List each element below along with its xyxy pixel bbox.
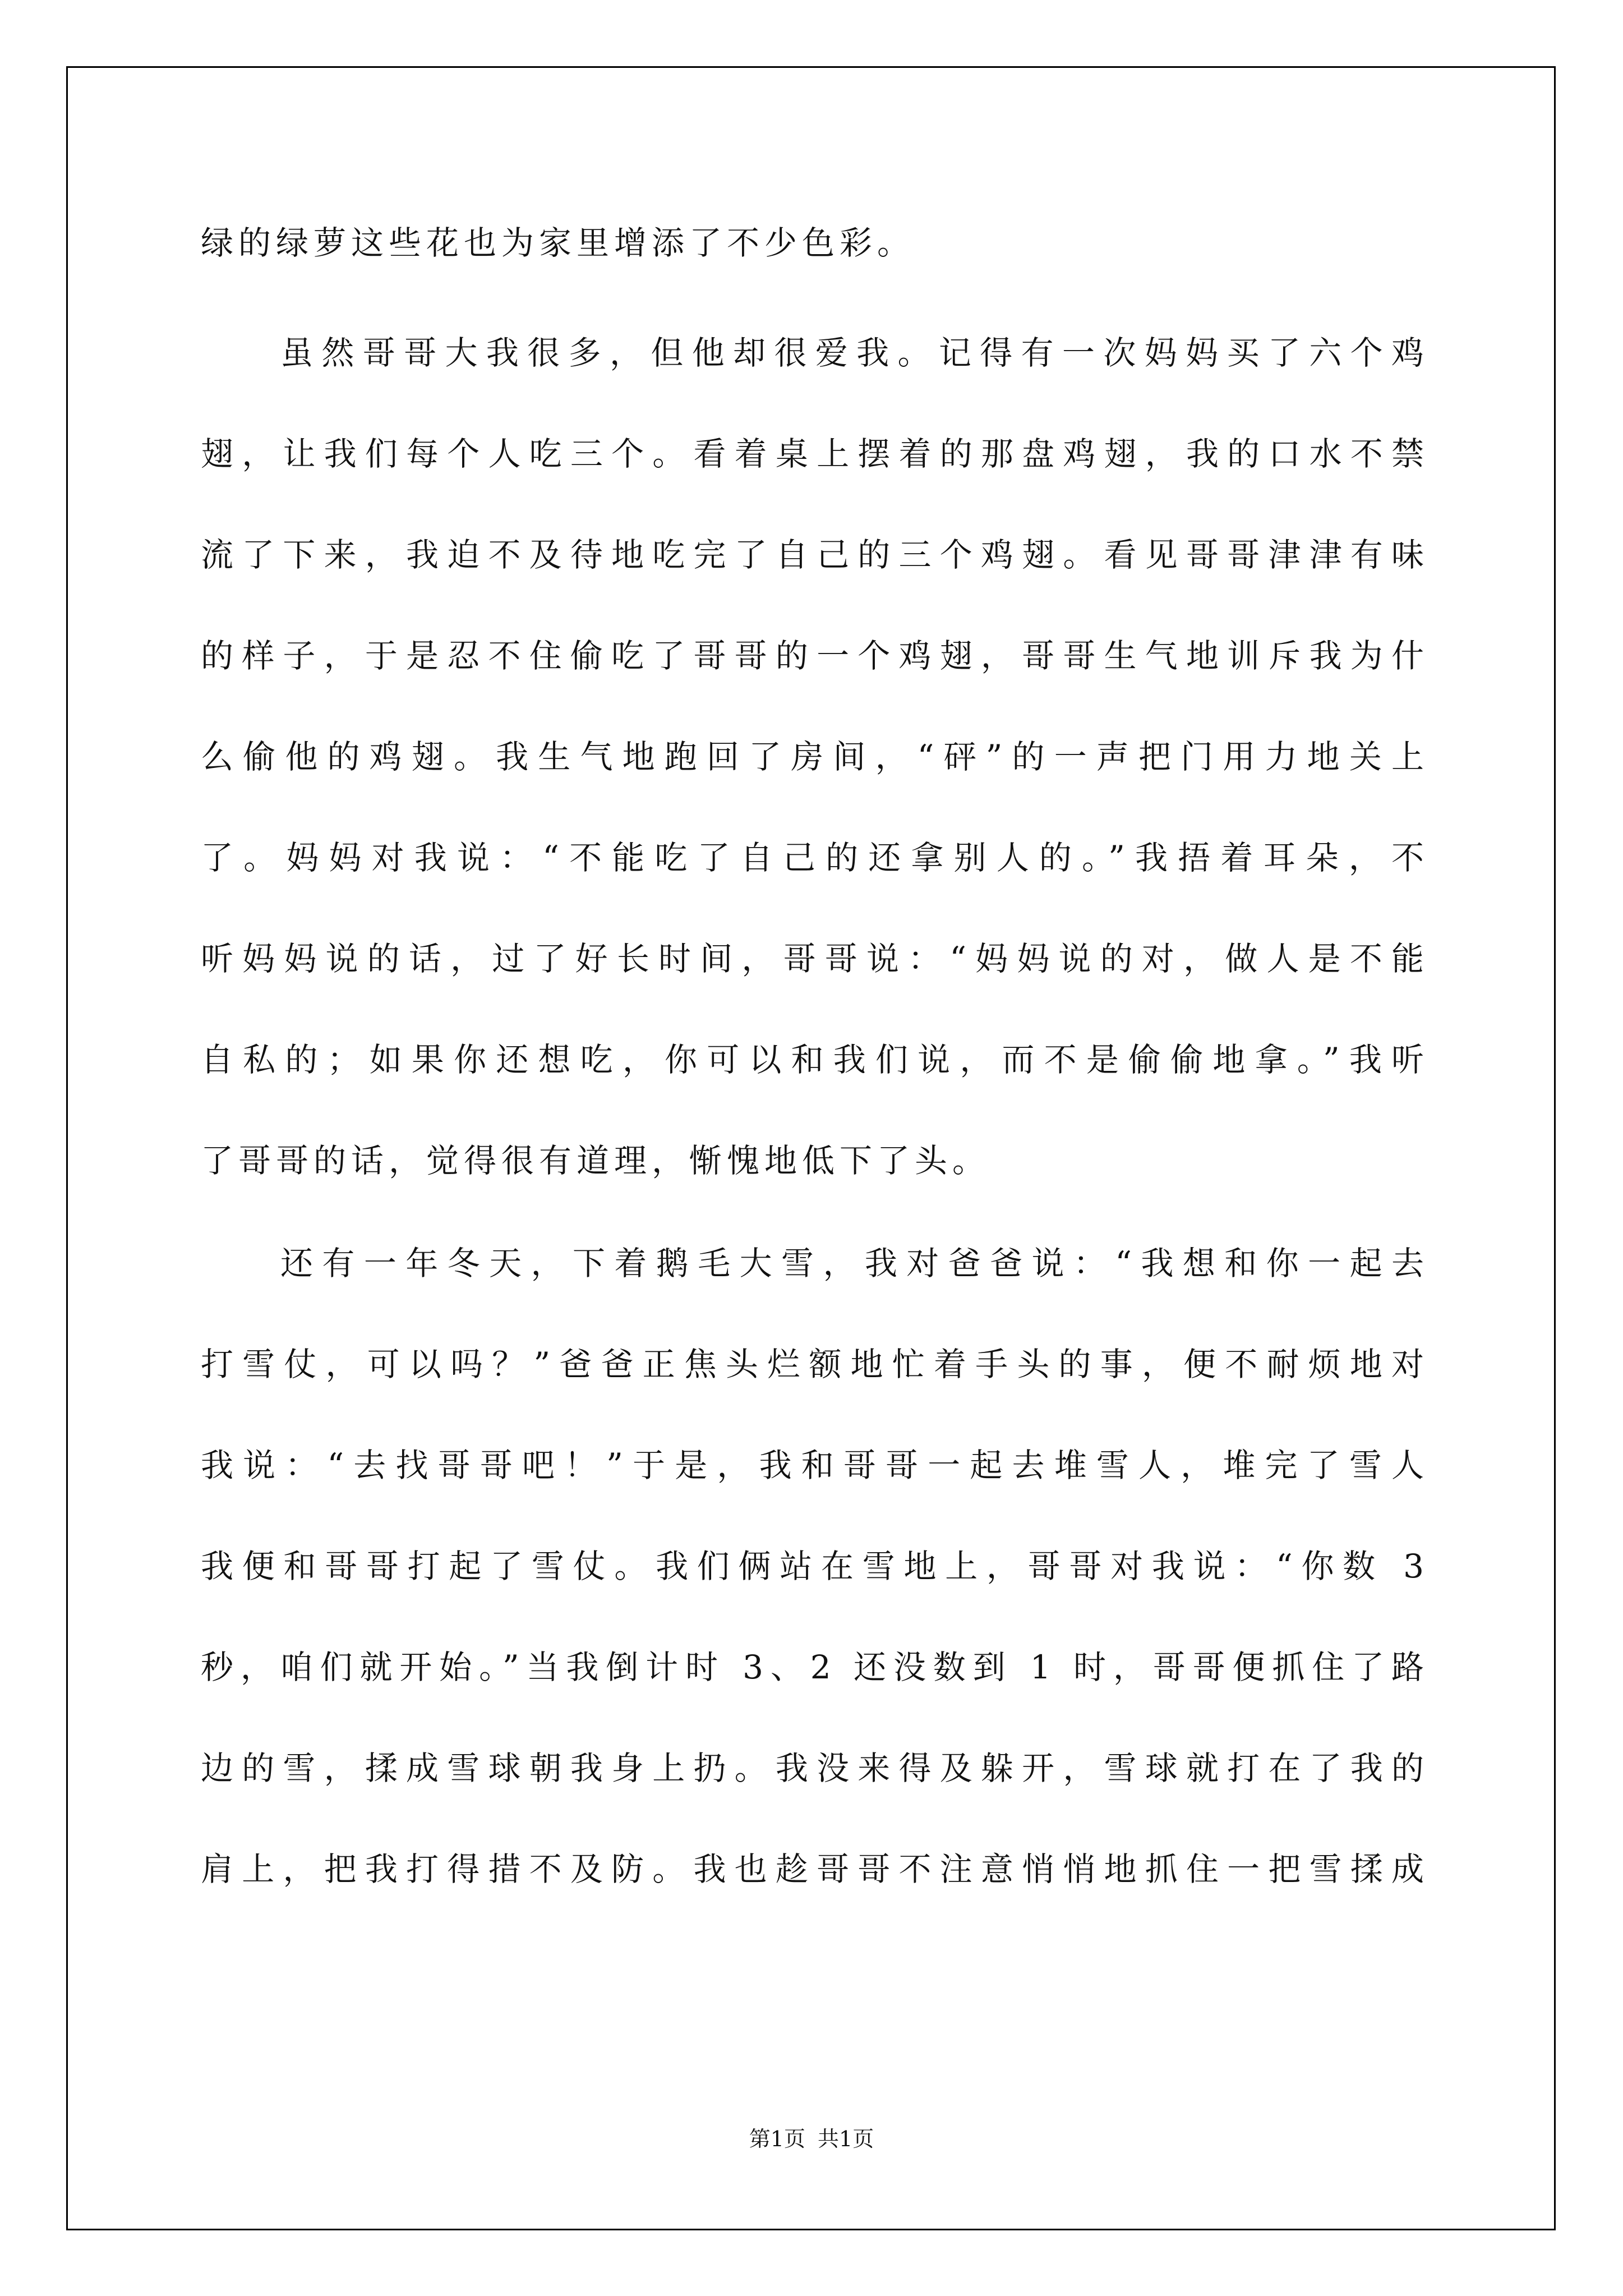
- page-number-footer: 第1页 共1页: [749, 2127, 874, 2151]
- paragraph-line: 么偷他的鸡翅。我生气地跑回了房间，“砰”的一声把门用力地关上: [201, 738, 1429, 776]
- paragraph-line: 流了下来，我迫不及待地吃完了自己的三个鸡翅。看见哥哥津津有味: [201, 536, 1429, 574]
- paragraph-line: 了。妈妈对我说：“不能吃了自己的还拿别人的。”我捂着耳朵，不: [201, 839, 1429, 877]
- paragraph-line: 肩上，把我打得措不及防。我也趁哥哥不注意悄悄地抓住一把雪揉成: [201, 1850, 1429, 1888]
- paragraph-line: 边的雪，揉成雪球朝我身上扔。我没来得及躲开，雪球就打在了我的: [201, 1749, 1429, 1787]
- paragraph-line: 听妈妈说的话，过了好长时间，哥哥说：“妈妈说的对，做人是不能: [201, 940, 1429, 978]
- paragraph-line: 了哥哥的话，觉得很有道理，惭愧地低下了头。: [201, 1142, 990, 1180]
- paragraph-line: 虽然哥哥大我很多，但他却很爱我。记得有一次妈妈买了六个鸡: [280, 334, 1429, 372]
- paragraph-line: 绿的绿萝这些花也为家里增添了不少色彩。: [201, 224, 915, 262]
- paragraph-line: 自私的；如果你还想吃，你可以和我们说，而不是偷偷地拿。”我听: [201, 1041, 1429, 1079]
- paragraph-line: 秒，咱们就开始。”当我倒计时 3、2 还没数到 1 时，哥哥便抓住了路: [201, 1648, 1429, 1686]
- paragraph-line: 我说：“去找哥哥吧！”于是，我和哥哥一起去堆雪人，堆完了雪人: [201, 1446, 1429, 1484]
- paragraph-line: 的样子，于是忍不住偷吃了哥哥的一个鸡翅，哥哥生气地训斥我为什: [201, 637, 1429, 675]
- paragraph-line: 翅，让我们每个人吃三个。看着桌上摆着的那盘鸡翅，我的口水不禁: [201, 435, 1429, 473]
- paragraph-line: 我便和哥哥打起了雪仗。我们俩站在雪地上，哥哥对我说：“你数 3: [201, 1547, 1429, 1585]
- paragraph-line: 打雪仗，可以吗？”爸爸正焦头烂额地忙着手头的事，便不耐烦地对: [201, 1345, 1429, 1383]
- paragraph-line: 还有一年冬天，下着鹅毛大雪，我对爸爸说：“我想和你一起去: [280, 1244, 1429, 1282]
